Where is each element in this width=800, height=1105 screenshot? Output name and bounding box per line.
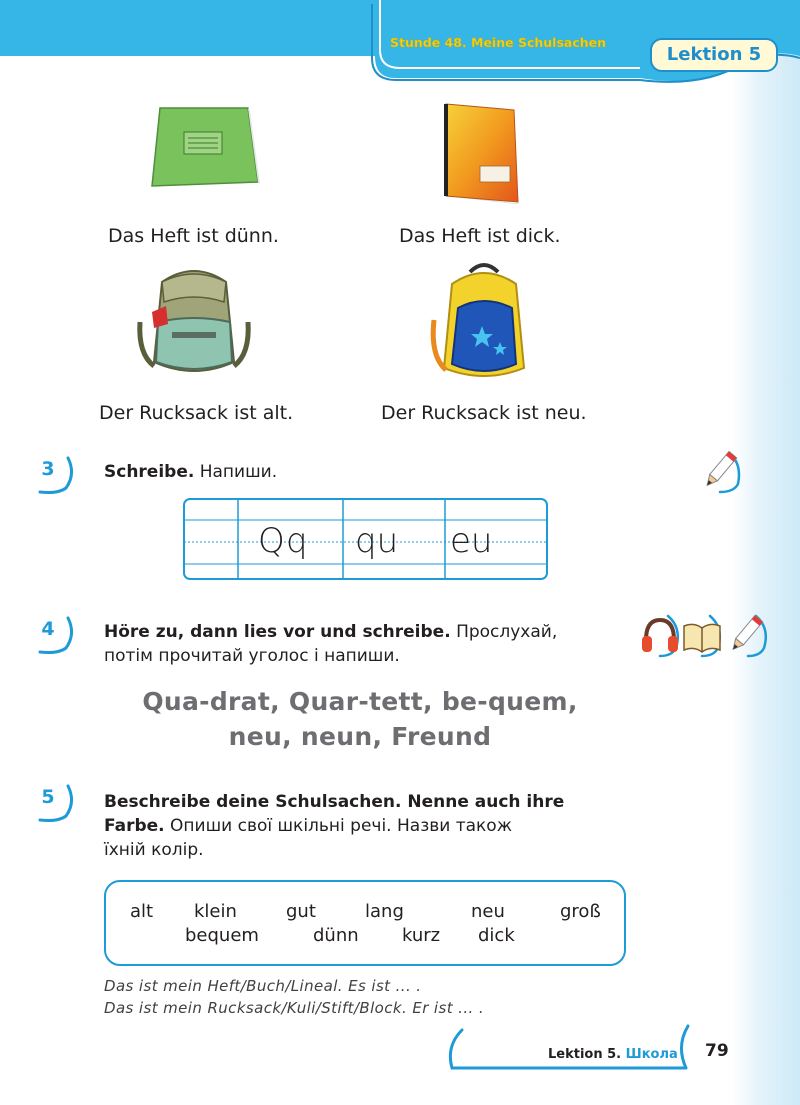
footer-label-ua: Школа — [625, 1047, 678, 1062]
word-duenn: dünn — [313, 925, 359, 946]
thin-notebook-illustration — [148, 106, 260, 188]
exercise-3-instruction — [104, 460, 277, 484]
exercise-5-number: 5 — [34, 784, 74, 824]
word-neu: neu — [471, 901, 505, 922]
thick-notebook-illustration — [440, 100, 524, 206]
exercise-5-instruction — [104, 790, 644, 862]
exercise-3-number: 3 — [34, 456, 74, 496]
footer-label — [548, 1047, 678, 1062]
caption-rucksack-alt: Der Rucksack ist alt. — [99, 402, 294, 424]
exercise-4-title-ua-2: потім прочитай уголос і напиши. — [104, 646, 400, 666]
pencil-icon — [700, 448, 746, 496]
lektion-title: Lektion 5 — [666, 44, 762, 65]
writing-letters-eu: eu — [450, 521, 493, 561]
new-backpack-illustration — [426, 260, 542, 386]
exercise-4-number: 4 — [34, 616, 74, 656]
right-margin-band — [732, 0, 800, 1105]
example-sentence-1: Das ist mein Heft/Buch/Lineal. Es ist ... . — [104, 977, 422, 995]
footer-label-de: Lektion 5. — [548, 1047, 622, 1062]
exercise-3-title-ua: Напиши. — [199, 462, 278, 482]
word-gut: gut — [286, 901, 316, 922]
stunde-title: Stunde 48. Meine Schulsachen — [389, 35, 607, 50]
word-gross: groß — [560, 901, 601, 922]
exercise-4-words-line-2: neu, neun, Freund — [228, 722, 492, 751]
page-number: 79 — [705, 1041, 729, 1061]
exercise-4-title-ua-1: Прослухай, — [456, 622, 558, 642]
word-bequem: bequem — [185, 925, 259, 946]
writing-letter-q: q — [286, 521, 308, 561]
word-box — [104, 880, 626, 966]
book-icon — [680, 612, 726, 660]
caption-heft-duenn: Das Heft ist dünn. — [108, 225, 279, 247]
caption-heft-dick: Das Heft ist dick. — [399, 225, 561, 247]
exercise-5-title-de-1: Beschreibe deine Schulsachen. Nenne auch ihre — [104, 792, 565, 812]
exercise-5-title-ua-3: їхній колір. — [104, 840, 204, 860]
writing-letter-Q: Q — [258, 521, 285, 561]
word-alt: alt — [130, 901, 154, 922]
exercise-4-instruction — [104, 620, 644, 668]
exercise-5-title-ua-2: Опиши свої шкільні речі. Назви також — [170, 816, 513, 836]
word-kurz: kurz — [402, 925, 441, 946]
headphones-icon — [638, 612, 684, 660]
exercise-4-title-de: Höre zu, dann lies vor und schreibe. — [104, 622, 451, 642]
exercise-4-words-line-1: Qua-drat, Quar-tett, be-quem, — [142, 687, 578, 716]
exercise-3-title-de: Schreibe. — [104, 462, 195, 482]
pencil-icon — [726, 612, 772, 660]
writing-letters-qu: qu — [355, 521, 399, 561]
example-sentence-2: Das ist mein Rucksack/Kuli/Stift/Block. Er ist ... . — [104, 999, 485, 1017]
caption-rucksack-neu: Der Rucksack ist neu. — [381, 402, 587, 424]
old-backpack-illustration — [132, 262, 256, 386]
word-dick: dick — [478, 925, 515, 946]
exercise-5-title-de-2: Farbe. — [104, 816, 165, 836]
word-lang: lang — [365, 901, 404, 922]
word-klein: klein — [194, 901, 237, 922]
writing-lines-box — [183, 498, 548, 580]
